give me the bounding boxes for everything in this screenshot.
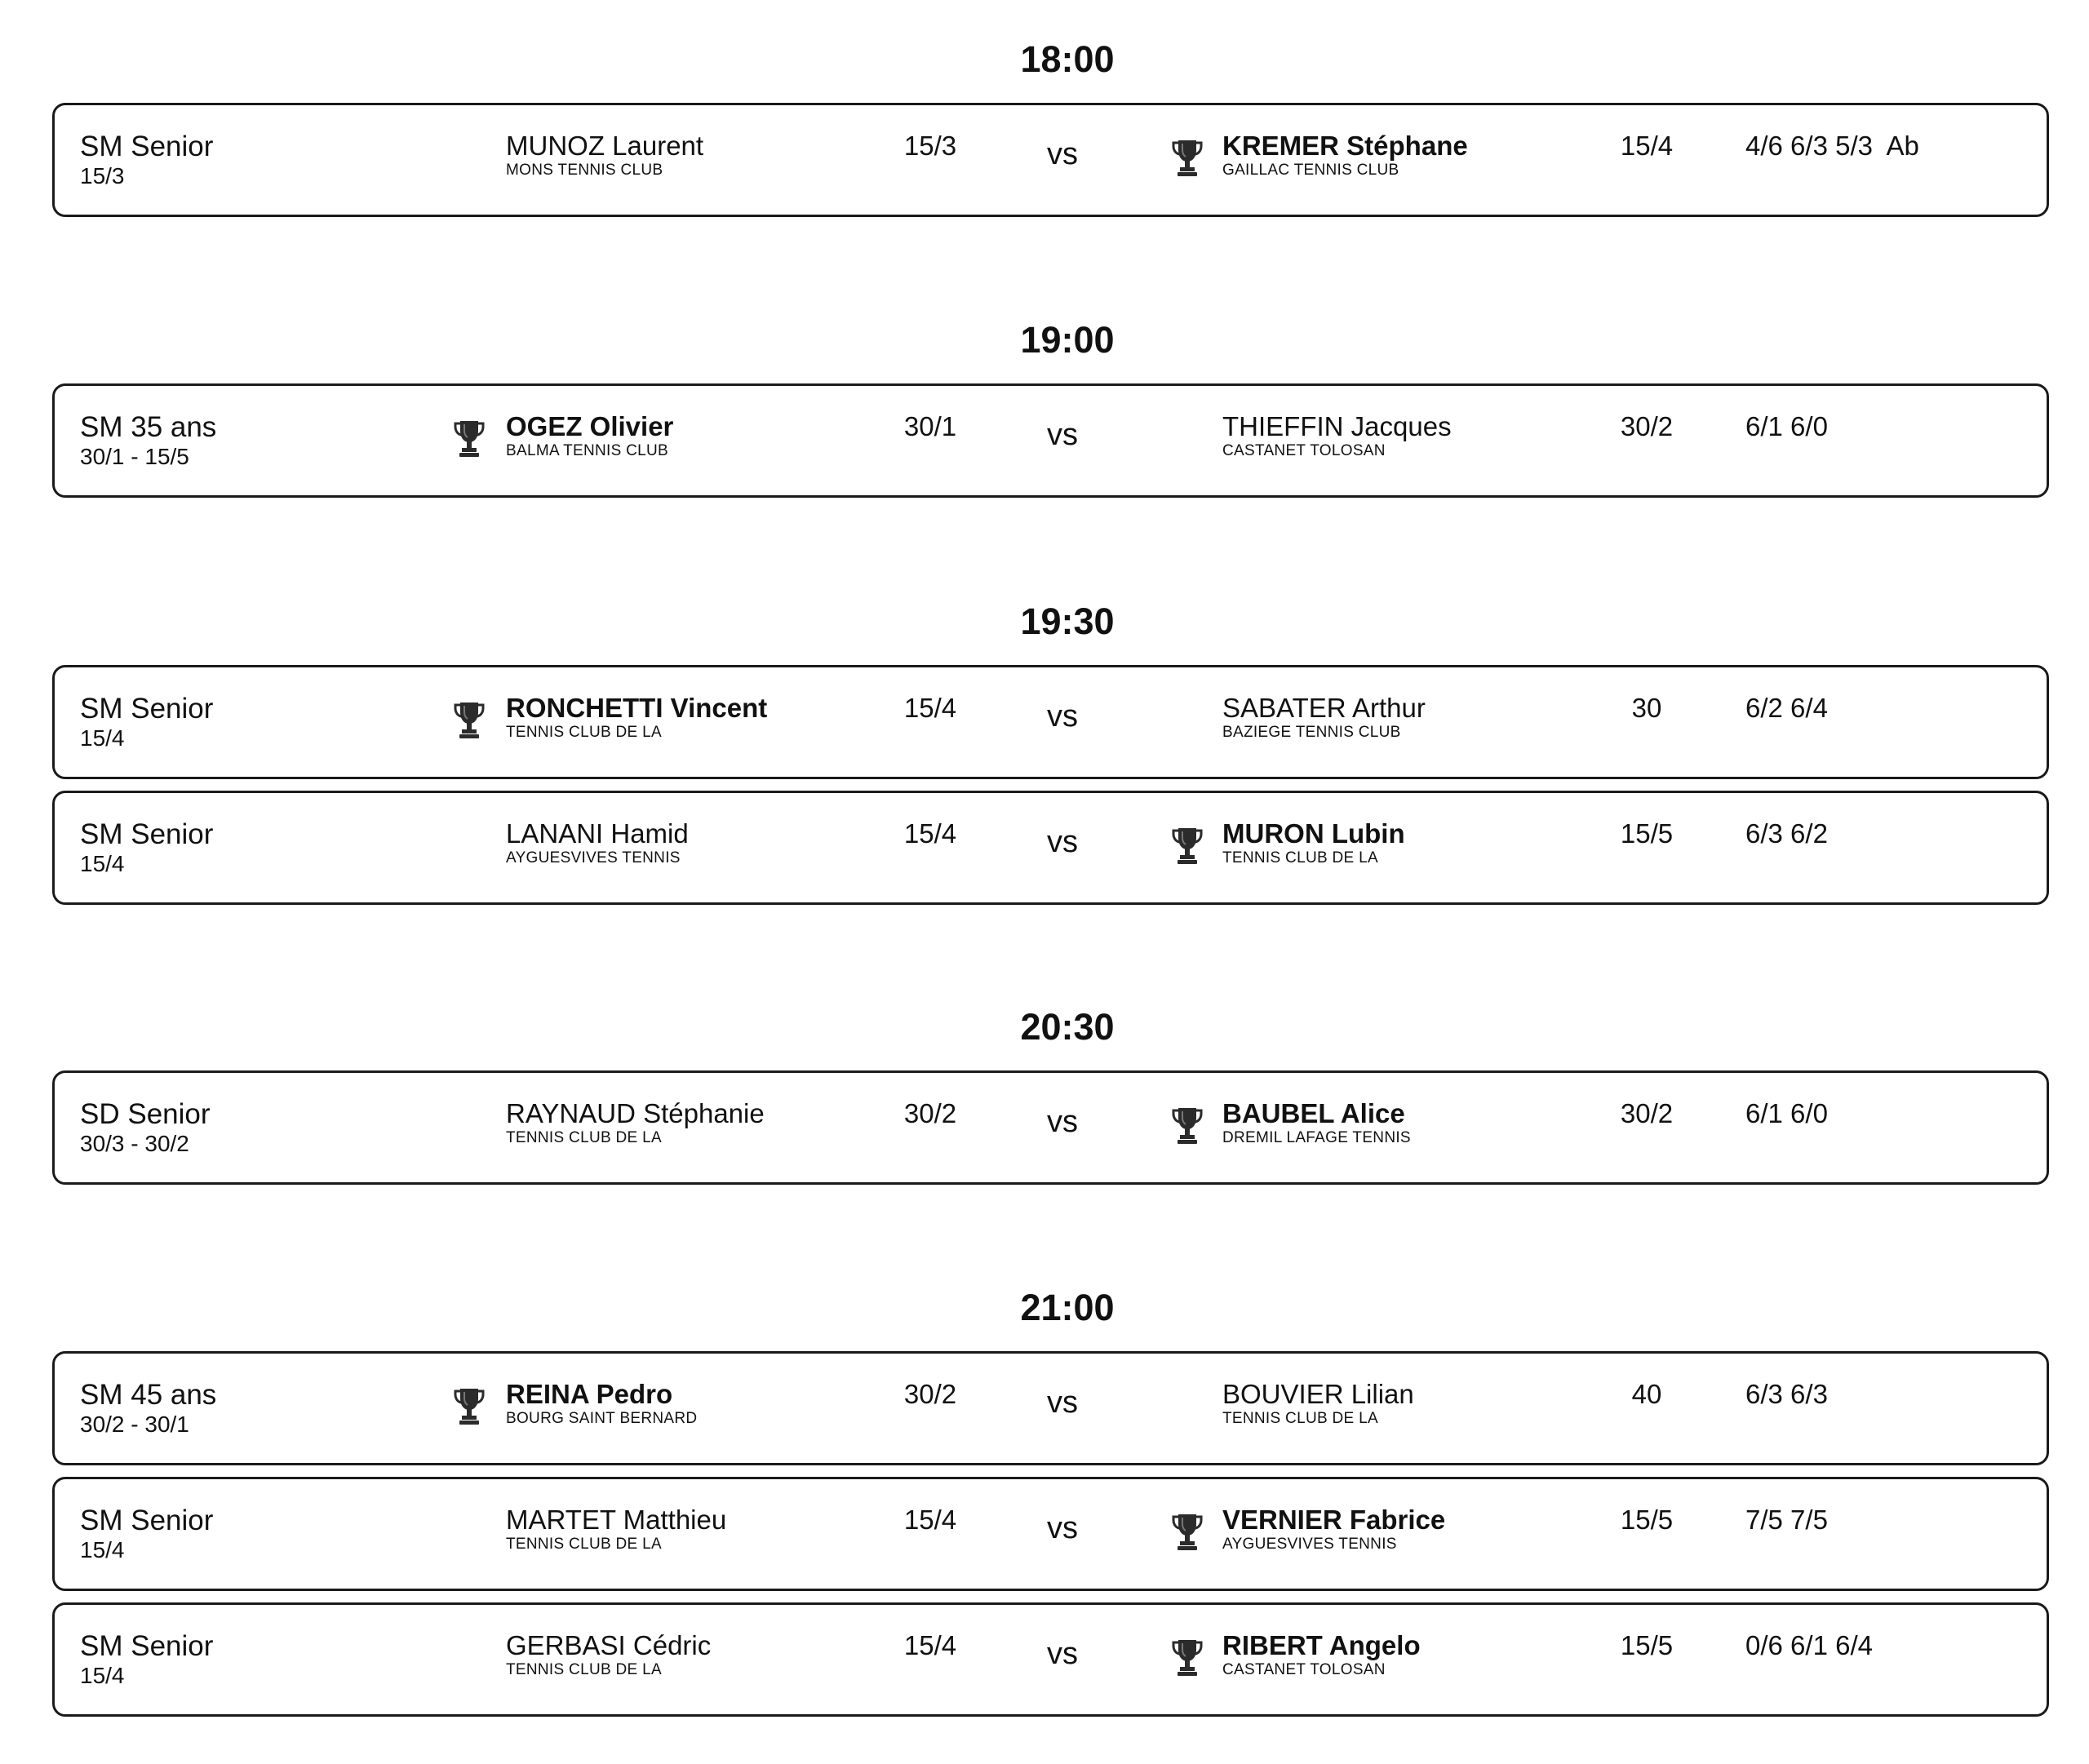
- match-category: SM Senior: [80, 818, 214, 850]
- match-score: 6/3 6/2: [1745, 818, 1828, 849]
- player2-rank: 40: [1631, 1379, 1662, 1409]
- player1-club: BOURG SAINT BERNARD: [506, 1410, 698, 1427]
- player1-rank: 15/4: [903, 1505, 957, 1535]
- trophy-icon: [1171, 139, 1204, 178]
- player1-name: OGEZ Olivier: [506, 411, 674, 441]
- trophy-icon: [1171, 1106, 1204, 1146]
- player2-club: CASTANET TOLOSAN: [1222, 442, 1386, 459]
- time-slot-heading: 21:00: [1020, 1287, 1115, 1328]
- versus-label: vs: [1047, 1637, 1078, 1671]
- player2-name: BOUVIER Lilian: [1222, 1379, 1414, 1409]
- player2-club: DREMIL LAFAGE TENNIS: [1222, 1129, 1411, 1146]
- match-score: 6/2 6/4: [1745, 693, 1828, 723]
- trophy-icon: [1171, 1513, 1204, 1552]
- player1-rank: 30/2: [903, 1098, 957, 1128]
- versus-label: vs: [1047, 1105, 1078, 1139]
- match-category: SM 35 ans: [80, 411, 217, 443]
- player1-name: RONCHETTI Vincent: [506, 693, 768, 723]
- player2-name: RIBERT Angelo: [1222, 1630, 1421, 1660]
- player2-club: TENNIS CLUB DE LA: [1222, 1410, 1378, 1427]
- player1-name: RAYNAUD Stéphanie: [506, 1098, 765, 1128]
- player1-club: TENNIS CLUB DE LA: [506, 1129, 662, 1146]
- player1-name: GERBASI Cédric: [506, 1630, 712, 1660]
- player1-name: LANANI Hamid: [506, 818, 689, 849]
- match-score: 7/5 7/5: [1745, 1505, 1828, 1535]
- match-category: SM Senior: [80, 1630, 214, 1662]
- match-card: [52, 1602, 2049, 1717]
- match-card: [52, 791, 2049, 905]
- player2-club: BAZIEGE TENNIS CLUB: [1222, 724, 1401, 741]
- player1-club: MONS TENNIS CLUB: [506, 162, 663, 179]
- match-category: SM Senior: [80, 131, 214, 162]
- match-category-rank: 15/4: [80, 851, 125, 876]
- player2-club: CASTANET TOLOSAN: [1222, 1661, 1386, 1678]
- versus-label: vs: [1047, 699, 1078, 734]
- trophy-icon: [453, 419, 486, 459]
- match-category-rank: 30/3 - 30/2: [80, 1131, 189, 1156]
- time-slot-heading: 18:00: [1020, 38, 1115, 80]
- versus-label: vs: [1047, 418, 1078, 452]
- time-slot-heading: 19:30: [1020, 601, 1115, 642]
- player1-club: TENNIS CLUB DE LA: [506, 1536, 662, 1553]
- player1-name: REINA Pedro: [506, 1379, 673, 1409]
- player1-name: MARTET Matthieu: [506, 1505, 727, 1535]
- match-category-rank: 30/1 - 15/5: [80, 444, 189, 469]
- player1-club: TENNIS CLUB DE LA: [506, 1661, 662, 1678]
- match-score: 6/1 6/0: [1745, 1098, 1828, 1128]
- match-category: SD Senior: [80, 1098, 211, 1130]
- player1-club: TENNIS CLUB DE LA: [506, 724, 662, 741]
- player1-rank: 30/2: [903, 1379, 957, 1409]
- match-category: SM 45 ans: [80, 1379, 217, 1411]
- time-slot-heading: 19:00: [1020, 319, 1115, 361]
- player2-rank: 30/2: [1620, 1098, 1674, 1128]
- player2-name: SABATER Arthur: [1222, 693, 1426, 723]
- match-category-rank: 15/4: [80, 725, 125, 751]
- player2-rank: 15/5: [1620, 1630, 1674, 1660]
- player1-name: MUNOZ Laurent: [506, 131, 704, 161]
- match-category-rank: 15/3: [80, 163, 125, 188]
- player2-club: TENNIS CLUB DE LA: [1222, 849, 1378, 866]
- time-slot-heading: 20:30: [1020, 1006, 1115, 1048]
- player1-club: BALMA TENNIS CLUB: [506, 442, 669, 459]
- match-category-rank: 15/4: [80, 1663, 125, 1688]
- player2-name: THIEFFIN Jacques: [1222, 411, 1452, 441]
- player1-club: AYGUESVIVES TENNIS: [506, 849, 681, 866]
- match-card: [52, 383, 2049, 498]
- match-score: 4/6 6/3 5/3 Ab: [1745, 131, 1919, 161]
- match-card: [52, 103, 2049, 217]
- match-card: [52, 1477, 2049, 1591]
- player2-name: MURON Lubin: [1222, 818, 1405, 849]
- player1-rank: 15/3: [903, 131, 957, 161]
- player2-rank: 15/5: [1620, 1505, 1674, 1535]
- player2-name: VERNIER Fabrice: [1222, 1505, 1446, 1535]
- player2-name: BAUBEL Alice: [1222, 1098, 1405, 1128]
- player2-club: GAILLAC TENNIS CLUB: [1222, 162, 1399, 179]
- player1-rank: 15/4: [903, 1630, 957, 1660]
- player2-club: AYGUESVIVES TENNIS: [1222, 1536, 1397, 1553]
- trophy-icon: [1171, 1638, 1204, 1678]
- player1-rank: 30/1: [903, 411, 957, 441]
- versus-label: vs: [1047, 1511, 1078, 1545]
- match-card: [52, 1070, 2049, 1185]
- player2-rank: 15/5: [1620, 818, 1674, 849]
- match-card: [52, 665, 2049, 779]
- match-card: [52, 1351, 2049, 1465]
- match-category-rank: 15/4: [80, 1537, 125, 1562]
- trophy-icon: [453, 701, 486, 740]
- match-score: 6/3 6/3: [1745, 1379, 1828, 1409]
- versus-label: vs: [1047, 137, 1078, 171]
- player2-rank: 15/4: [1620, 131, 1674, 161]
- match-category: SM Senior: [80, 693, 214, 725]
- player2-rank: 30/2: [1620, 411, 1674, 441]
- trophy-icon: [1171, 827, 1204, 866]
- player1-rank: 15/4: [903, 693, 957, 723]
- match-category-rank: 30/2 - 30/1: [80, 1412, 189, 1437]
- versus-label: vs: [1047, 1385, 1078, 1420]
- match-score: 6/1 6/0: [1745, 411, 1828, 441]
- match-score: 0/6 6/1 6/4: [1745, 1630, 1873, 1660]
- versus-label: vs: [1047, 825, 1078, 859]
- player1-rank: 15/4: [903, 818, 957, 849]
- match-category: SM Senior: [80, 1505, 214, 1536]
- player2-name: KREMER Stéphane: [1222, 131, 1468, 161]
- trophy-icon: [453, 1387, 486, 1426]
- player2-rank: 30: [1631, 693, 1662, 723]
